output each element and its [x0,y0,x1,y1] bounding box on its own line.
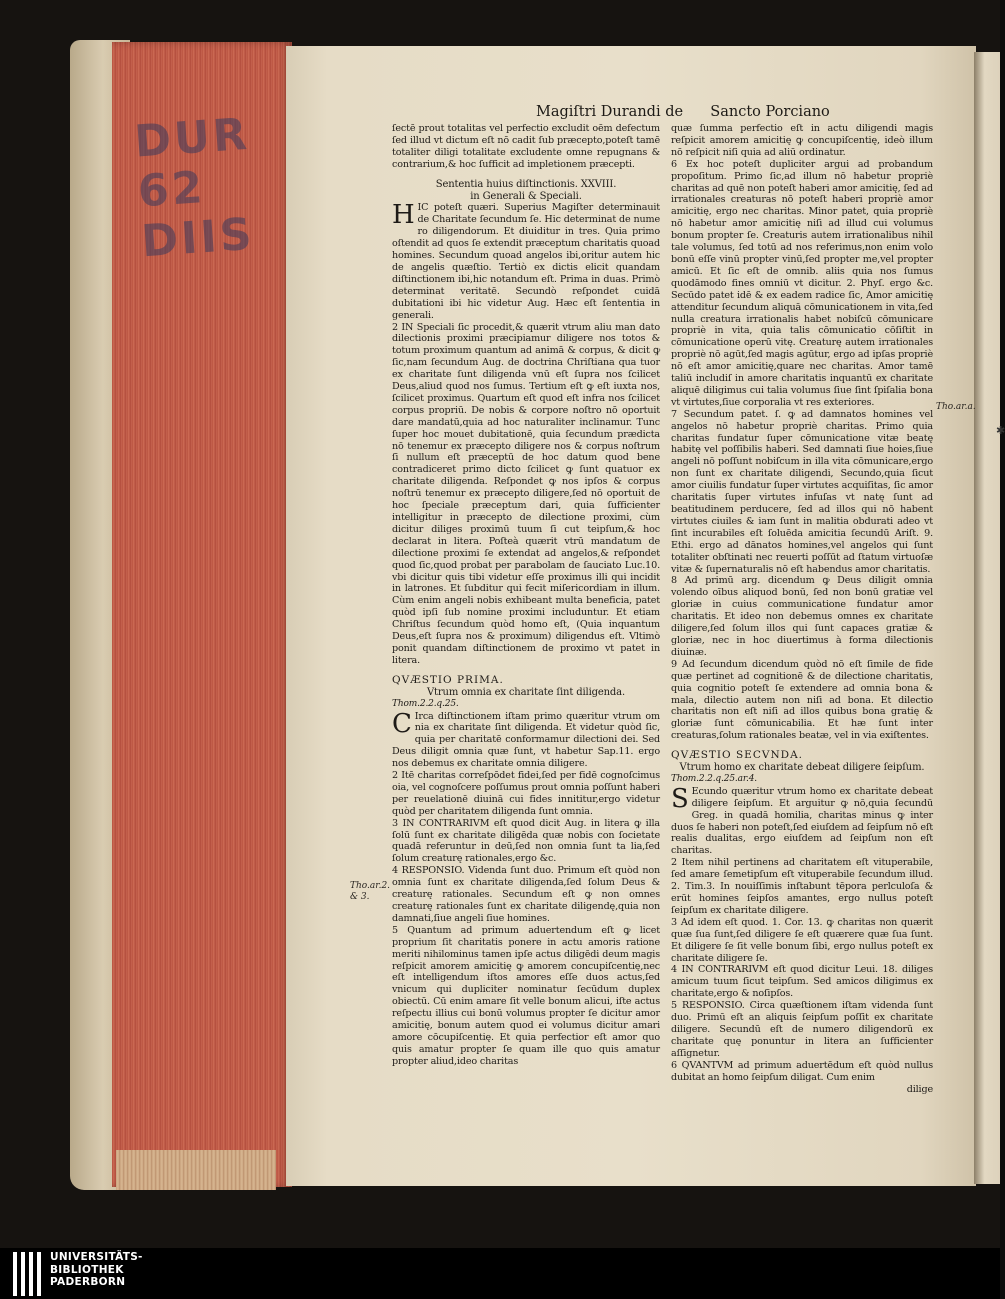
drop-cap: H [392,200,415,231]
paragraph: 6 QVANTVM ad primum aduertēdum eſt quòd nullus dubitat an homo ſeipſum diligat. Cum enim [671,1059,933,1083]
paragraph: 3 Ad idem eſt quod. 1. Cor. 13. ꝙ charitas non quærit quæ ſua ſunt,ſed diligere ſe eſt quærere quæ ſua ſunt. Et diligere ſe ſit velle bonum ſibi, ergo nullus poteſt ex charitate diligere ſe. [671,916,933,964]
question-reference: Thom.2.2.q.25.ar.4. [671,773,757,784]
paragraph [671,783,933,857]
margin-note-left: Tho.ar.2. & 3. [350,881,391,902]
running-head [536,104,830,120]
question-heading: QVÆSTIO SECVNDA. [671,749,803,762]
paragraph: 2 Itē charitas correſpōdet fidei,ſed per fidē cognoſcimus oia, vel cognoſcere poſſumus prout omnia poſſunt haberi per reuelationē diuinā cui fides innititur,ergo videtur quòd per charitatem diligenda ſunt omnia. [392,770,660,817]
paragraph [392,202,660,321]
library-name-line1: UNIVERSITÄTS- [50,1251,143,1263]
facing-page-marker: ✱ [996,424,1005,437]
library-name [50,1251,143,1289]
paragraph: 5 Quantum ad primum aduertendum eſt ꝙ licet proprium ſit charitatis ponere in actu amoris ratione meriti nihilominus tamen ipſe actus diligēdi deum magis reſpicit amorem amicitię ꝙ amorem concupiſcentię,nec eſt intelligendum iſtos amores eſſe duos actus,ſed vnicum qui dupliciter nominatur ſecūdum duplex obiectū. Cū enim amare ſit velle bonum alicui, iſte actus reſpectu illius cui bonū volumus propter ſe dicitur amor amicitię, bonum autem quod ei volumus dicitur amari amore cōcupiſcentię. Et quia perfectior eſt amor quo quis amatur propter ſe quam ille quo quis amatur propter aliud,ideo charitas [392,924,660,1067]
paragraph: 5 RESPONSIO. Circa quæſtionem iſtam videnda ſunt duo. Primū eſt an aliquis ſeipſum poſſit ex charitate diligere. Secundū eſt de numero diligendorū ex charitate quę ponuntur in litera an ſufficienter aſſignetur. [671,1000,933,1059]
paragraph-text: Ecundo quæritur vtrum homo ex charitate debeat diligere ſeipſum. Et arguitur ꝙ nō,quia ſecundū Greg. in quadā homilia, charitas minus ꝙ inter duos ſe haberi non poteſt,ſed eiuſdem ad ſeipſum nō eſt realis dualitas, ergo eiuſdem ad ſeipſum non eſt charitas. [671,785,933,857]
paragraph: 9 Ad ſecundum dicendum quòd nō eſt ſimile de fide quæ pertinet ad cognitionē & de dilectione charitatis, quia cognitio poteſt ſe extendere ad omnia bona & mala, dilectio autem non niſi ad bona. Et dilectio charitatis non eſt niſi ad illos quibus bona gratię & gloriæ ſunt cōmunicabilia. Et hæ ſunt inter creaturas,ſolum rationales beatæ, vel in via exiſtentes. [671,658,933,742]
margin-note-right: Tho.ar.a. [936,402,976,412]
running-head-left: Magiſtri Durandi de [536,104,684,120]
catchword: dilige [906,1083,933,1095]
question-subheading: Vtrum homo ex charitate debeat diligere ſeipſum. [679,762,925,774]
paragraph: 6 Ex hoc poteſt dupliciter argui ad probandum propoſitum. Primo ſic,ad illum nō habetur propriè charitas ad quē non poteſt haberi amor amicitię, ſed ad irrationales creaturas nō poteſt haberi propriè amor amicitię, ergo nec charitas. Minor patet, quia propriè nō habetur amor amicitię niſi ad illud cui volumus bonum propter ſe. Creaturis autem irrationalibus nihil tale volumus, ſed totū ad nos referimus,non enim volo bonū eſſe vinū propter vinū,ſed propter me,vel propter amicū. Et ſic eſt de omnib. aliis quia nos ſumus quodāmodo fines omniū vt dicitur. 2. Phyſ. ergo &c. Secūdo patet idē & ex eadem radice ſic, Amor amicitię attenditur ſecundum aliquā cōmunicationem in vita,ſed nulla creatura irrationalis habet nobiſcū cōmunicare propriè in vita, quia talis cōmunicatio cōſiſtit in cōmunicatione operū vitę. Creaturę autem irrationales propriè nō agūt,ſed magis agūtur, ergo ad ipſas propriè nō eſt amor amicitię,quare nec charitas. Amor tamē taliū includiſ in amore charitatis inquantū ex charitate aliquē diligimus cui talia volumus ſiue ſint ſpiſalia bona vt virtutes,ſiue corporalia vt res exteriores. [671,158,933,408]
paragraph: 4 RESPONSIO. Videnda ſunt duo. Primum eſt quòd non omnia ſunt ex charitate diligenda,ſed ſolum Deus & creaturę rationales. Secundum eſt ꝙ non omnes creaturę rationales ſunt ex charitate diligendę,quia non damnati,ſiue angeli ſiue homines. [392,865,660,924]
facing-page-edge [974,52,1005,1184]
paragraph: 7 Secundum patet. ſ. ꝙ ad damnatos homines vel angelos nō habetur propriè charitas. Primo quia charitas fundatur ſuper cōmunicatione vitæ beatę habitę vel poſſibilis haberi. Sed damnati ſiue hoies,ſiue angeli nō poſſunt nobiſcum in illa vita cōmunicare,ergo non ſunt ex charitate diligendi, Secundo,quia ſicut amor ciuilis fundatur ſuper virtutes acquiſitas, ſic amor charitatis ſuper virtutes infuſas vt natę ſunt ad beatitudinem perducere, ſed ad illos qui nō habent virtutes ciuiles & iam ſunt in malitia obdurati adeo vt ſint incurabiles eſt ſoluēda amicitia ſecundū Ariſt. 9. Ethi. ergo ad dānatos homines,vel angelos qui ſunt totaliter obſtinati nec reuerti poſſūt ad ſtatum virtuoſæ vitæ & ſupernaturalis nō eſt habendus amor charitatis. [671,408,933,575]
question-reference: Thom.2.2.q.25. [392,698,459,709]
left-column [392,123,660,1068]
running-head-right: Sancto Porciano [710,104,830,120]
paragraph-text: Irca diſtinctionem iſtam primo quæritur vtrum om nia ex charitate ſint diligenda. Et videtur quòd ſic, quia per charitatē conformamur dilectioni dei. Sed Deus diligit omnia quæ ſunt, vt habetur Sap.11. ergo nos debemus ex charitate omnia diligere. [392,710,660,770]
paragraph: 2 IN Speciali ſic procedit,& quærit vtrum aliu man dato dilectionis proximi præcipiamur diligere nos totos & totum proximum quantum ad animā & corpus, & dicit ꝙ ſic,nam ſecundum Aug. de doctrina Chriſtiana qua tuor ex charitate ſunt diligenda vnū eſt ſupra nos ſcilicet Deus,aliud quod nos ſumus. Tertium eſt ꝙ eſt iuxta nos, ſcilicet proximus. Quartum eſt quod eſt infra nos ſcilicet corpus propriū. De nobis & corpore noſtro nō oportuit dare mandatū,quia ad hoc naturaliter inclinamur. Tunc ſuper hoc mouet dubitationē, quia ſecundum prædicta nō tenemur ex præcepto diligere nos & corpus noſtrum ſi nullum eſt præceptū de hoc datum quod bene contradiceret primo dicto ſcilicet ꝙ ſunt quatuor ex charitate diligenda. Reſpondet ꝙ nos ipſos & corpus noſtrū tenemur ex præcepto diligere,ſed nō oportuit de hoc ſpeciale præceptum dari, quia ſufficienter intelligitur in præcepto de dilectione proximi, cùm dicitur diliges proximū tuum ſi cut teipſum,& hoc declarat in litera. Poſteà quærit vtrū mandatum de dilectione proximi ſe extendat ad angelos,& reſpondet quod ſic,quod probat per parabolam de ſauciato Luc.10. vbi dicitur quis tibi videtur eſſe proximus illi qui incidit in latrones. Et ſubditur qui fecit miſericordiam in illum. Cùm enim angeli nobis exhibeant multa beneficia, patet quòd ipſi ſub nomine proximi includuntur. Et etiam Chriſtus ſecundum quòd homo eſt, (Quia inquantum Deus,eſt ſupra nos & proximum) diligendus eſt. Vltimò ponit quandam diſtinctionem de proximo vt patet in litera. [392,321,660,666]
question-subheading: Vtrum omnia ex charitate ſint diligenda. [426,686,626,698]
paragraph [392,708,660,771]
paragraph: 4 IN CONTRARIVM eſt quod dicitur Leui. 18. diliges amicum tuum ſicut teipſum. Sed amicos diligimus ex charitate,ergo & noſipſos. [671,964,933,1000]
library-name-line3: PADERBORN [50,1276,126,1288]
paragraph: 2 Item nihil pertinens ad charitatem eſt vituperabile, ſed amare ſemetipſum eſt vituperabile ſecundum illud. 2. Tim.3. In nouiſſimis inſtabunt tēpora perlculoſa & erūt homines ſeipſos amantes, ergo nullus poteſt ſeipſum ex charitate diligere. [671,857,933,916]
right-column [671,123,933,1095]
paragraph-text: IC poteſt quæri. Superius Magiſter determinauit de Charitate ſecundum ſe. Hic determinat de nume ro diligendorum. Et diuiditur in tres. Quia primo oſtendit ad quos ſe extendit præceptum charitatis quoad homines. Secundum quoad angelos ibi,oritur autem hic de angelis quæſtio. Tertiò ex dictis elicit quandam diſtinctionem ibi,hic notandum eſt. Prima in duas. Primò determinat veritatē. Secundò reſpondet cuidā dubitationi ibi hic videtur Aug. Hæc eſt ſententia in generali. [392,202,660,321]
paragraph: 8 Ad primū arg. dicendum ꝙ Deus diligit omnia volendo oībus aliquod bonū, ſed non bonū gratiæ vel gloriæ in cuius communicatione fundatur amor charitatis. Et ideo non debemus omnes ex charitate diligere,ſed ſolum illos qui ſunt capaces gratiæ & gloriæ, nec in hoc diuertimus à forma dilectionis diuinæ. [671,575,933,658]
page-edges-bottom [116,1150,276,1190]
paragraph: 3 IN CONTRARIVM eſt quod dicit Aug. in litera ꝙ illa ſolū ſunt ex charitate diligēda quæ nobis con ſocietate quadā referuntur in deū,ſed non omnia ſunt ta lia,ſed ſolum creaturę rationales,ergo &c. [392,817,660,865]
library-name-line2: BIBLIOTHEK [50,1263,124,1276]
paragraph: quæ ſumma perfectio eſt in actu diligendi magis reſpicit amorem amicitię ꝙ concupiſcentię, ideò illum nō reſpicit niſi quia ad aliū ordinatur. [671,123,933,158]
library-logo-icon [13,1252,43,1296]
paragraph: ſectē prout totalitas vel perfectio excludit oēm defectum ſed illud vt dictum eſt nō cadit ſub præcepto,poteſt tamē totaliter diligi totalitate excludente omne repugnans & contrarium,& hoc ſufficit ad impletionem præcepti. [392,123,660,170]
question-heading: QVÆSTIO PRIMA. [392,673,504,686]
section-subheading: in Generali & Speciali. [470,190,582,202]
drop-cap: S [671,783,689,814]
library-footer-bar [0,1248,1000,1299]
section-heading: Sententia huius diſtinctionis. XXVIII. [435,178,617,190]
shelfmark-label: DUR 62 DIIS [132,108,257,268]
drop-cap: C [392,708,412,739]
